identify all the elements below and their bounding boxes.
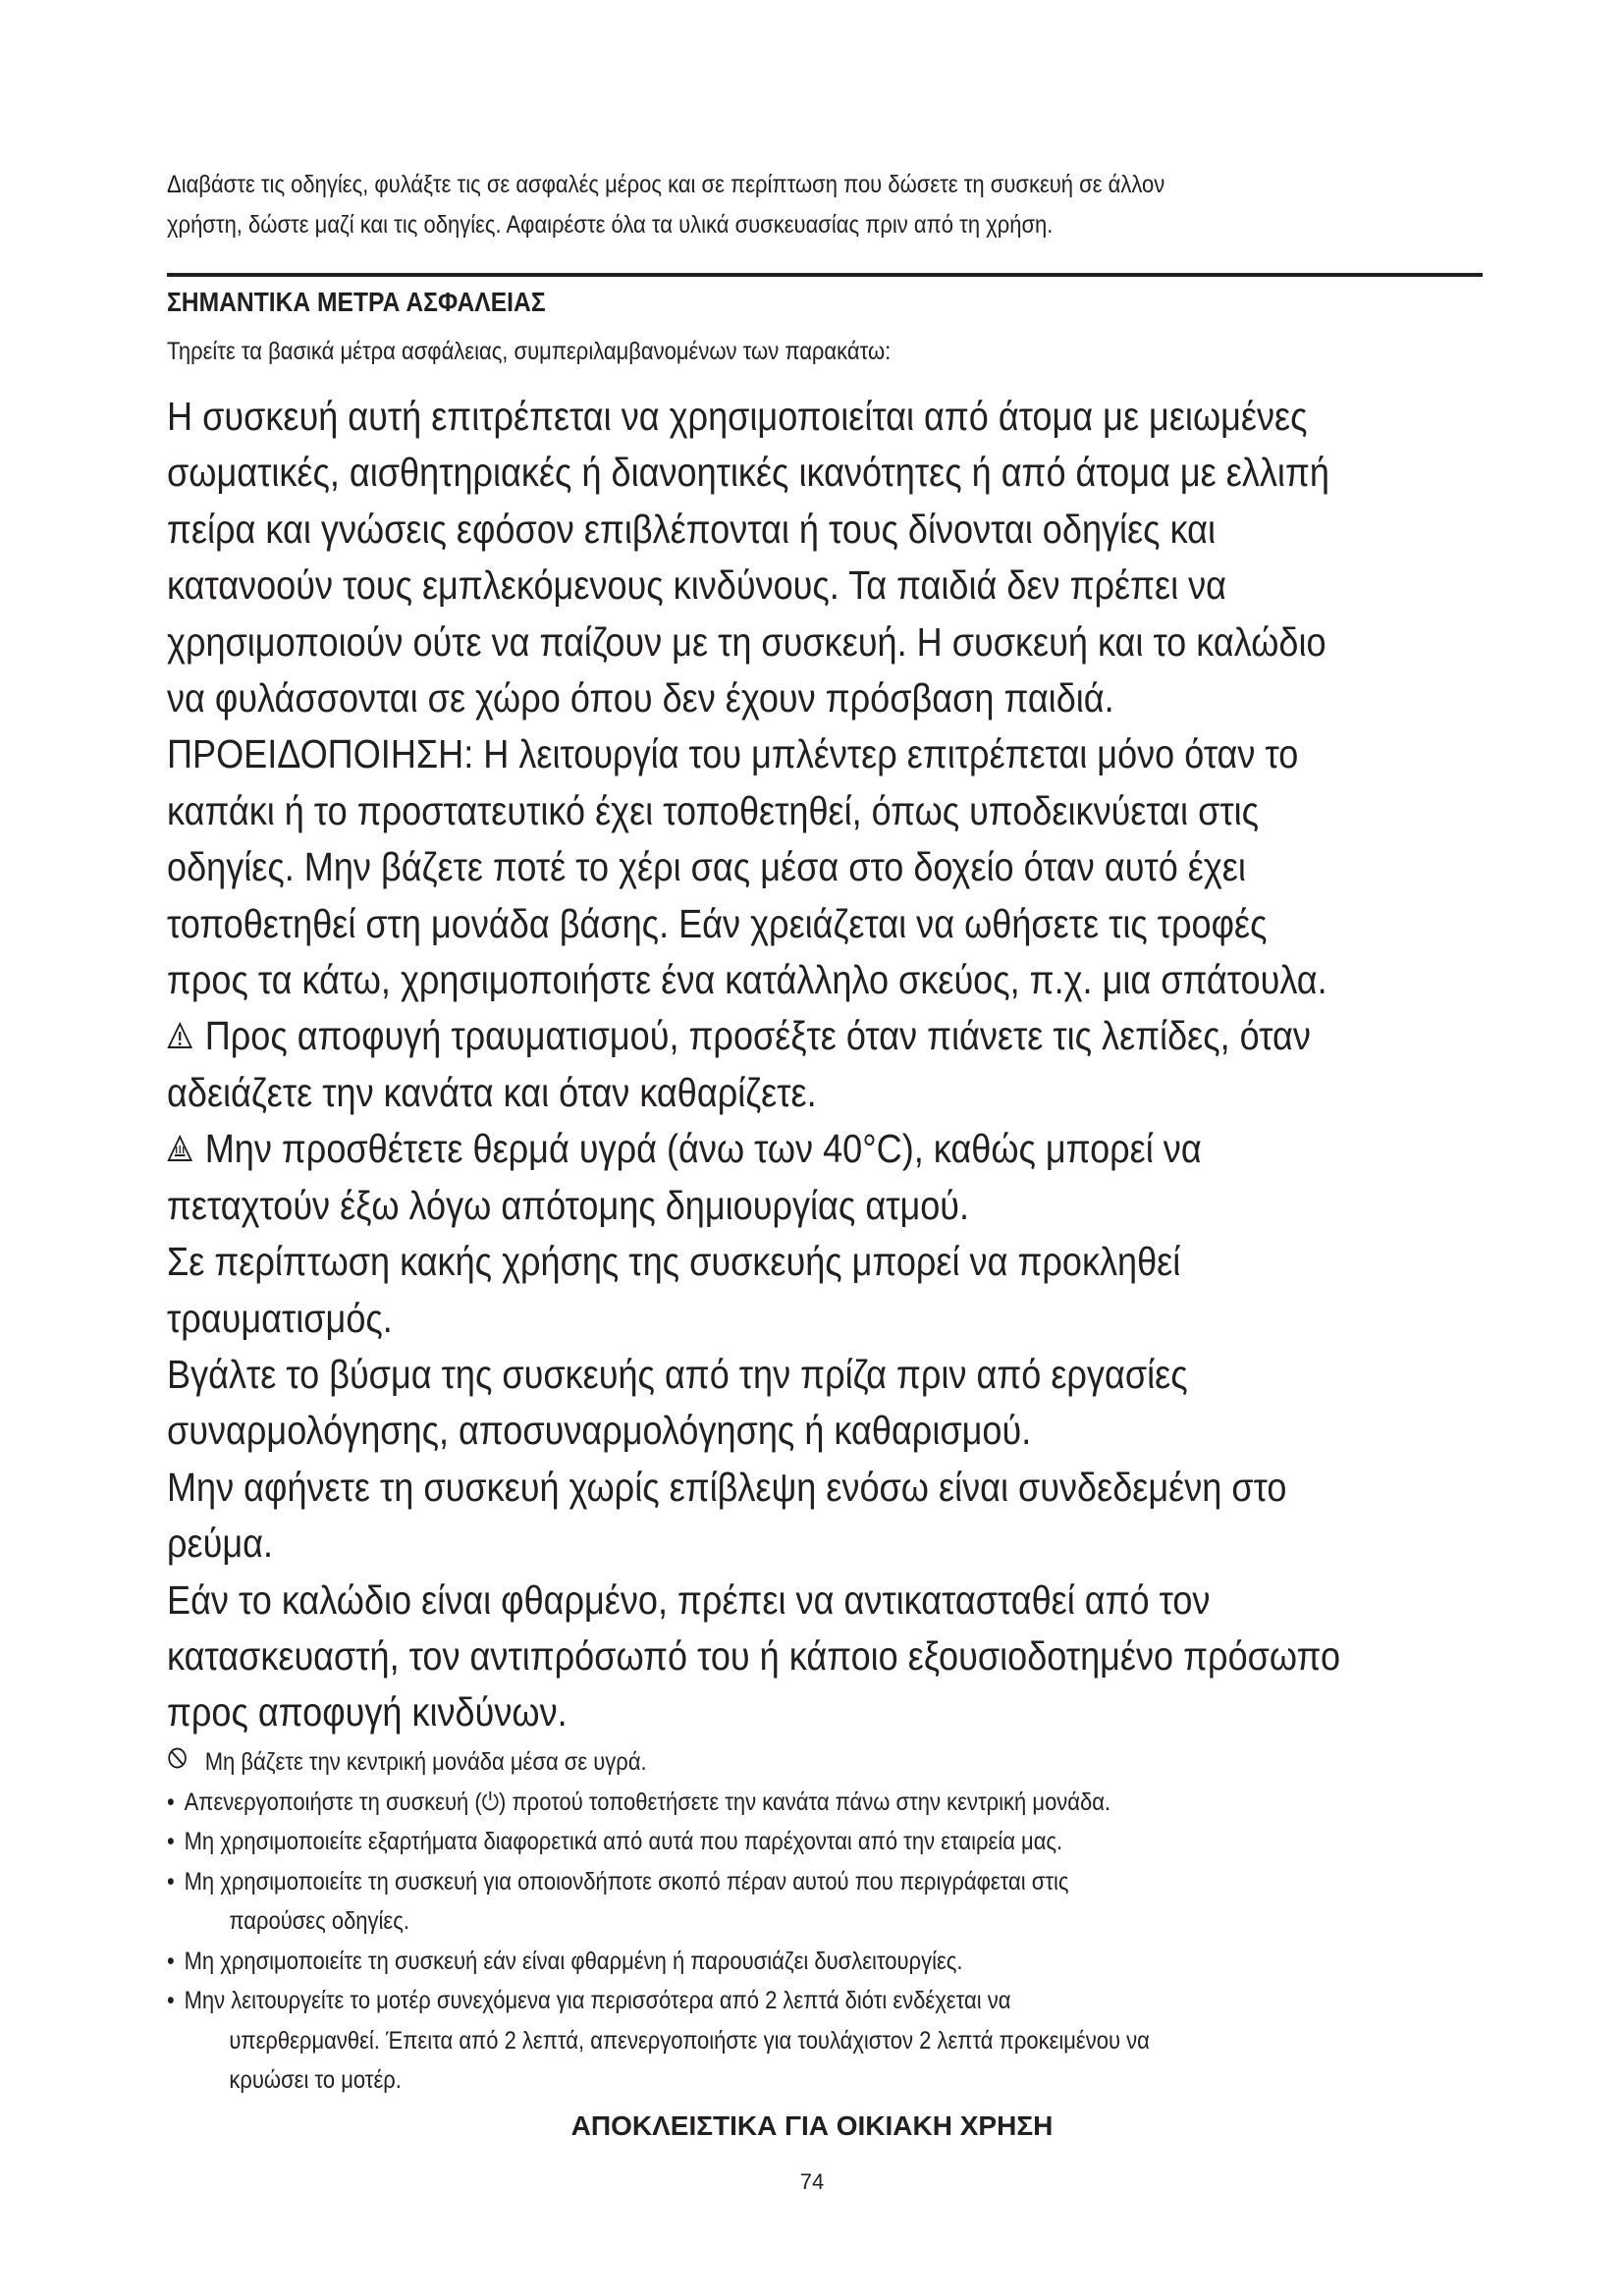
list-item-text: Μην λειτουργείτε το μοτέρ συνεχόμενα για περισσότερα από 2 λεπτά διότι ενδέχεται να [184,1987,1011,2014]
hot-liquid-warning-icon [167,1121,205,1177]
bullet-icon: • [167,1947,175,1975]
text-line: συναρμολόγησης, αποσυναρμολόγησης ή καθαρισμού. [167,1408,1032,1454]
list-item-text: Μη χρησιμοποιείτε τη συσκευή εάν είναι φθαρμένη ή παρουσιάζει δυσλειτουργίες. [184,1947,963,1975]
list-item-text: Μη βάζετε την κεντρική μονάδα μέσα σε υγρά. [204,1748,647,1776]
text-line: προς τα κάτω, χρησιμοποιήστε ένα κατάλληλο σκεύος, π.χ. μια σπάτουλα. [167,957,1327,1003]
list-item-text: Μη χρησιμοποιείτε εξαρτήματα διαφορετικά από αυτά που παρέχονται από την εταιρεία μας. [184,1828,1063,1855]
text-line: καπάκι ή το προστατευτικό έχει τοποθετηθεί, όπως υποδεικνύεται στις [167,787,1260,833]
list-item [167,1981,1150,2021]
text-line: οδηγίες. Μην βάζετε ποτέ το χέρι σας μέσα στο δοχείο όταν αυτό έχει [167,844,1246,890]
text-line: κατανοούν τους εμπλεκόμενους κινδύνους. Τα παιδιά δεν πρέπει να [167,562,1227,609]
text-line: αδειάζετε την κανάτα και όταν καθαρίζετε. [167,1069,817,1115]
household-use-heading: ΑΠΟΚΛΕΙΣΤΙΚΑ ΓΙΑ ΟΙΚΙΑΚΗ ΧΡΗΣΗ [570,2110,1054,2141]
intro-line: χρήστη, δώστε μαζί και τις οδηγίες. Αφαιρέστε όλα τα υλικά συσκευασίας πριν από τη χρήση. [167,211,1054,239]
section-heading: ΣΗΜΑΝΤΙΚΑ ΜΕΤΡΑ ΑΣΦΑΛΕΙΑΣ [167,287,546,317]
text-line: τοποθετηθεί στη μονάδα βάσης. Εάν χρειάζεται να ωθήσετε τις τροφές [167,900,1268,946]
intro-text [167,165,1164,245]
text-line: Βγάλτε το βύσμα της συσκευής από την πρίζα πριν από εργασίες [167,1351,1188,1397]
text-line: κατασκευαστή, τον αντιπρόσωπό του ή κάποιο εξουσιοδοτημένο πρόσωπο [167,1632,1341,1679]
list-item-continuation: παρούσες οδηγίες. [229,1907,409,1935]
text-line: να φυλάσσονται σε χώρο όπου δεν έχουν πρόσβαση παιδιά. [167,675,1114,721]
section-subheading: Τηρείτε τα βασικά μέτρα ασφάλειας, συμπεριλαμβανομένων των παρακάτω: [167,338,892,365]
bullet-icon: • [167,1788,175,1816]
bullet-icon: • [167,1867,175,1896]
text-line: προς αποφυγή κινδύνων. [167,1689,568,1735]
list-item-continuation: κρυώσει το μοτέρ. [229,2066,402,2094]
text-line: πείρα και γνώσεις εφόσον επιβλέπονται ή τους δίνονται οδηγίες και [167,506,1217,552]
bullet-icon: • [167,1828,175,1855]
list-item [167,1862,1150,1902]
text-line: χρησιμοποιούν ούτε να παίζουν με τη συσκευή. Η συσκευή και το καλώδιο [167,618,1326,665]
list-item [167,1783,1150,1823]
safety-text [167,389,1340,1741]
page-number: 74 [799,2169,825,2194]
text-line [167,1008,1340,1064]
text-line: ρεύμα. [167,1521,274,1567]
divider [167,273,1483,277]
text-line: Μην αφήνετε τη συσκευή χωρίς επίβλεψη ενόσω είναι συνδεδεμένη στο [167,1464,1287,1510]
text-line: σωματικές, αισθητηριακές ή διανοητικές ικανότητες ή από άτομα με ελλιπή [167,450,1329,496]
list-item [167,1742,1150,1783]
list-item-continuation: υπερθερμανθεί. Έπειτα από 2 λεπτά, απενεργοποιήστε για τουλάχιστον 2 λεπτά προκειμένου να [229,2026,1150,2055]
bullet-icon: • [167,1987,175,2014]
no-immersion-icon [167,1742,205,1783]
list-item-text: Μη χρησιμοποιείτε τη συσκευή για οποιονδήποτε σκοπό πέραν αυτού που περιγράφεται στις [184,1867,1069,1896]
warning-triangle-icon [167,1008,205,1064]
warning-text: Προς αποφυγή τραυματισμού, προσέξτε όταν πιάνετε τις λεπίδες, όταν [204,1013,1311,1059]
list-item [167,1942,1150,1982]
text-line: Εάν το καλώδιο είναι φθαρμένο, πρέπει να αντικατασταθεί από τον [167,1576,1211,1623]
list-item-text: Απενεργοποιήστε τη συσκευή (⏻) προτού τοποθετήσετε την κανάτα πάνω στην κεντρική μονάδα. [184,1788,1111,1816]
text-line: Σε περίπτωση κακής χρήσης της συσκευής μπορεί να προκληθεί [167,1239,1181,1285]
list-item [167,1822,1150,1862]
text-line: Η συσκευή αυτή επιτρέπεται να χρησιμοποιείται από άτομα με μειωμένες [167,394,1308,439]
text-line: τραυματισμός. [167,1295,393,1341]
bullet-list [167,1742,1150,2101]
text-line: ΠΡΟΕΙΔΟΠΟΙΗΣΗ: Η λειτουργία του μπλέντερ επιτρέπεται μόνο όταν το [167,731,1299,777]
intro-line: Διαβάστε τις οδηγίες, φυλάξτε τις σε ασφαλές μέρος και σε περίπτωση που δώσετε τη συσκευή σε άλλον [167,171,1165,198]
text-line [167,1121,1340,1177]
text-line: πεταχτούν έξω λόγω απότομης δημιουργίας ατμού. [167,1182,970,1228]
warning-text: Μην προσθέτετε θερμά υγρά (άνω των 40°C), καθώς μπορεί να [204,1126,1202,1172]
